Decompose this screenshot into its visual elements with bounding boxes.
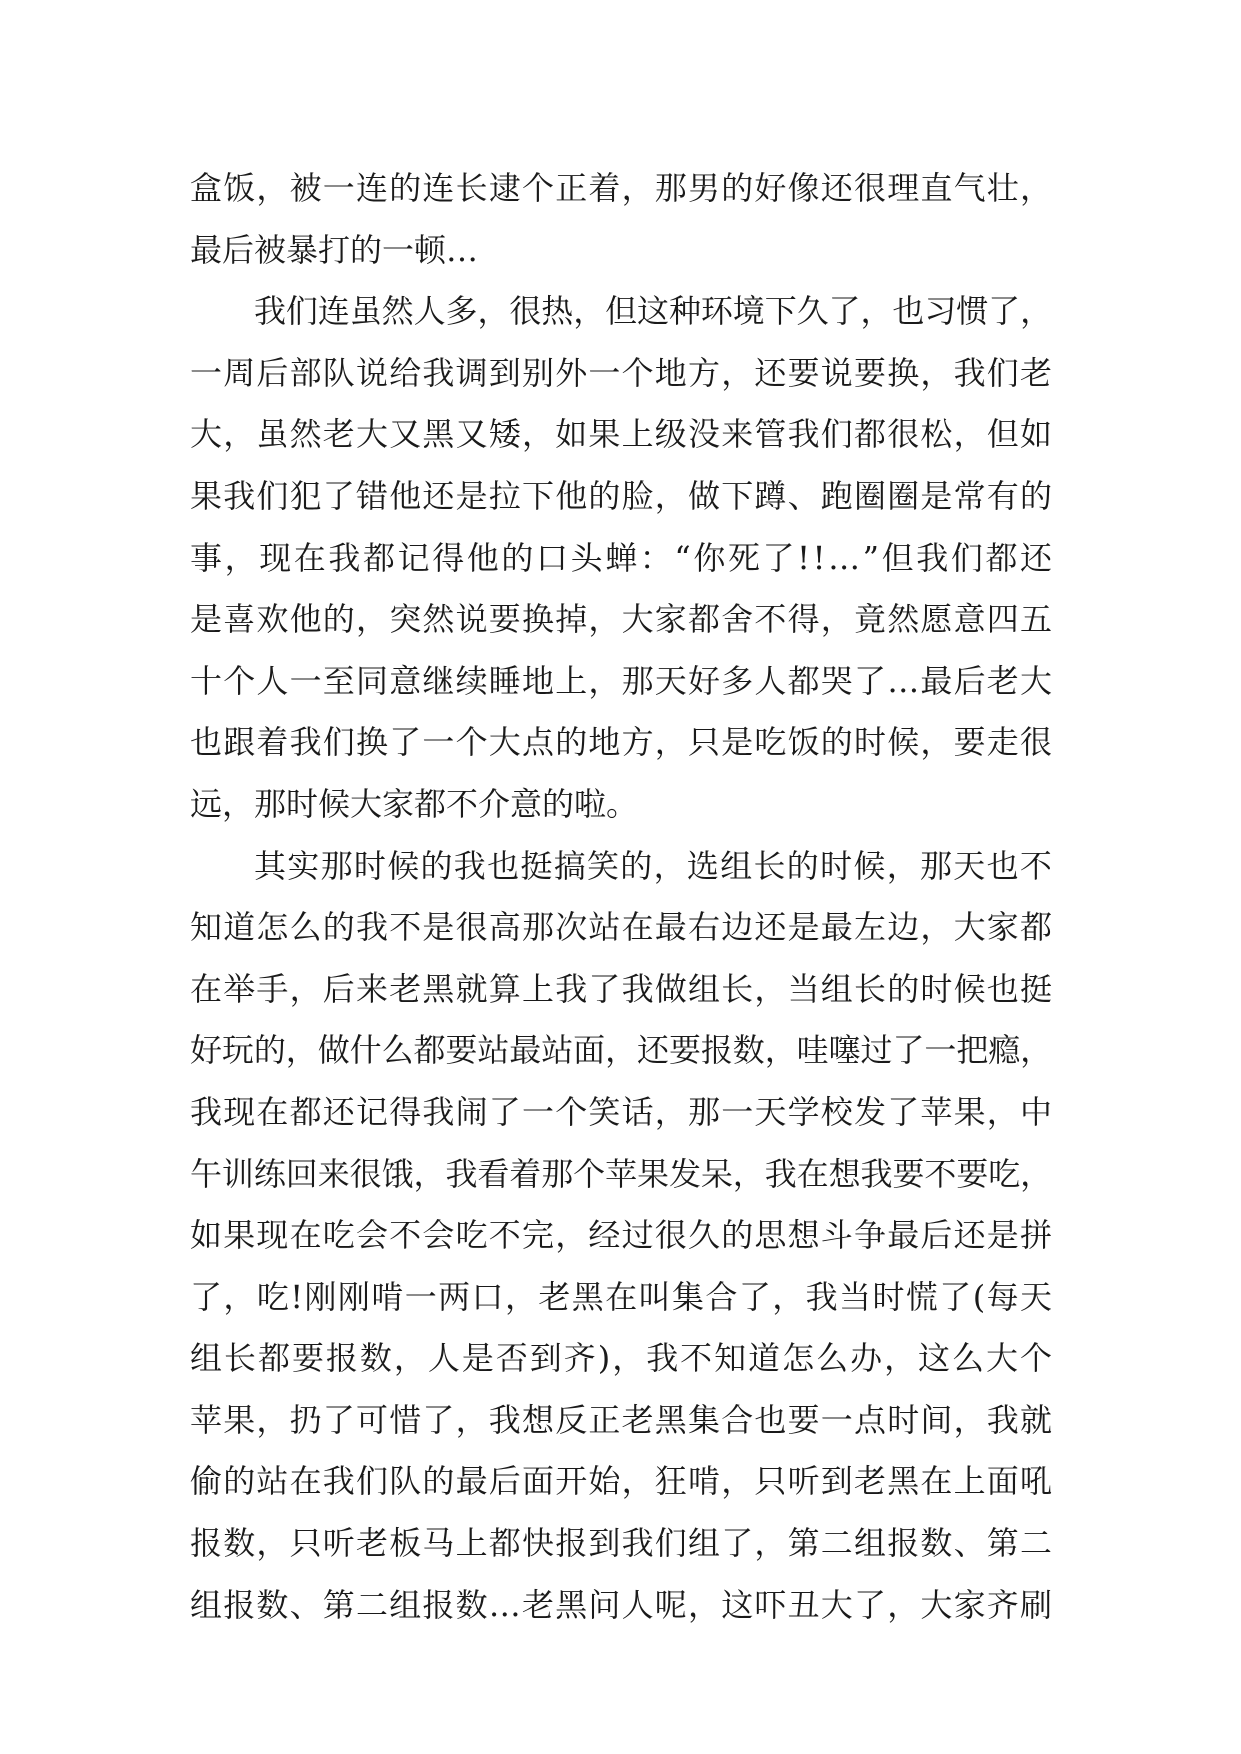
- text-line: 我现在都还记得我闹了一个笑话，那一天学校发了苹果，中: [190, 1092, 1054, 1131]
- text-line: 偷的站在我们队的最后面开始，狂啃，只听到老黑在上面吼: [190, 1462, 1054, 1501]
- text-line: 组长都要报数，人是否到齐)，我不知道怎么办，这么大个: [190, 1339, 1054, 1378]
- text-line: 一周后部队说给我调到别外一个地方，还要说要换，我们老: [190, 353, 1054, 392]
- text-line: 知道怎么的我不是很高那次站在最右边还是最左边，大家都: [190, 908, 1054, 947]
- text-line: 远，那时候大家都不介意的啦。: [190, 784, 639, 823]
- text-line: 也跟着我们换了一个大点的地方，只是吃饭的时候，要走很: [190, 723, 1054, 762]
- text-line: 盒饭，被一连的连长逮个正着，那男的好像还很理直气壮，: [190, 169, 1054, 207]
- paragraph-first-line: 其实那时候的我也挺搞笑的，选组长的时候，那天也不: [254, 846, 1054, 885]
- text-line: 事，现在我都记得他的口头蝉：“你死了!!…”但我们都还: [190, 538, 1055, 577]
- text-line: 了，吃!刚刚啃一两口，老黑在叫集合了，我当时慌了(每天: [190, 1277, 1054, 1316]
- text-line: 组报数、第二组报数…老黑问人呢，这吓丑大了，大家齐刷: [190, 1585, 1054, 1624]
- paragraph-first-line: 我们连虽然人多，很热，但这种环境下久了，也习惯了，: [254, 292, 1053, 331]
- text-line: 报数，只听老板马上都快报到我们组了，第二组报数、第二: [190, 1524, 1054, 1563]
- text-line: 午训练回来很饿，我看着那个苹果发呆，我在想我要不要吃，: [190, 1154, 1053, 1193]
- text-line: 是喜欢他的，突然说要换掉，大家都舍不得，竟然愿意四五: [190, 600, 1054, 639]
- text-line: 大，虽然老大又黑又矮，如果上级没来管我们都很松，但如: [190, 415, 1054, 454]
- text-line: 果我们犯了错他还是拉下他的脸，做下蹲、跑圈圈是常有的: [190, 476, 1054, 515]
- text-line: 在举手，后来老黑就算上我了我做组长，当组长的时候也挺: [190, 969, 1054, 1008]
- text-line: 最后被暴打的一顿…: [190, 230, 479, 269]
- body-text: [190, 158, 1055, 1636]
- text-line: 十个人一至同意继续睡地上，那天好多人都哭了…最后老大: [190, 661, 1054, 700]
- text-line: 好玩的，做什么都要站最站面，还要报数，哇噻过了一把瘾，: [190, 1031, 1053, 1070]
- text-line: 苹果，扔了可惜了，我想反正老黑集合也要一点时间，我就: [190, 1400, 1054, 1439]
- text-line: 如果现在吃会不会吃不完，经过很久的思想斗争最后还是拼: [190, 1216, 1054, 1255]
